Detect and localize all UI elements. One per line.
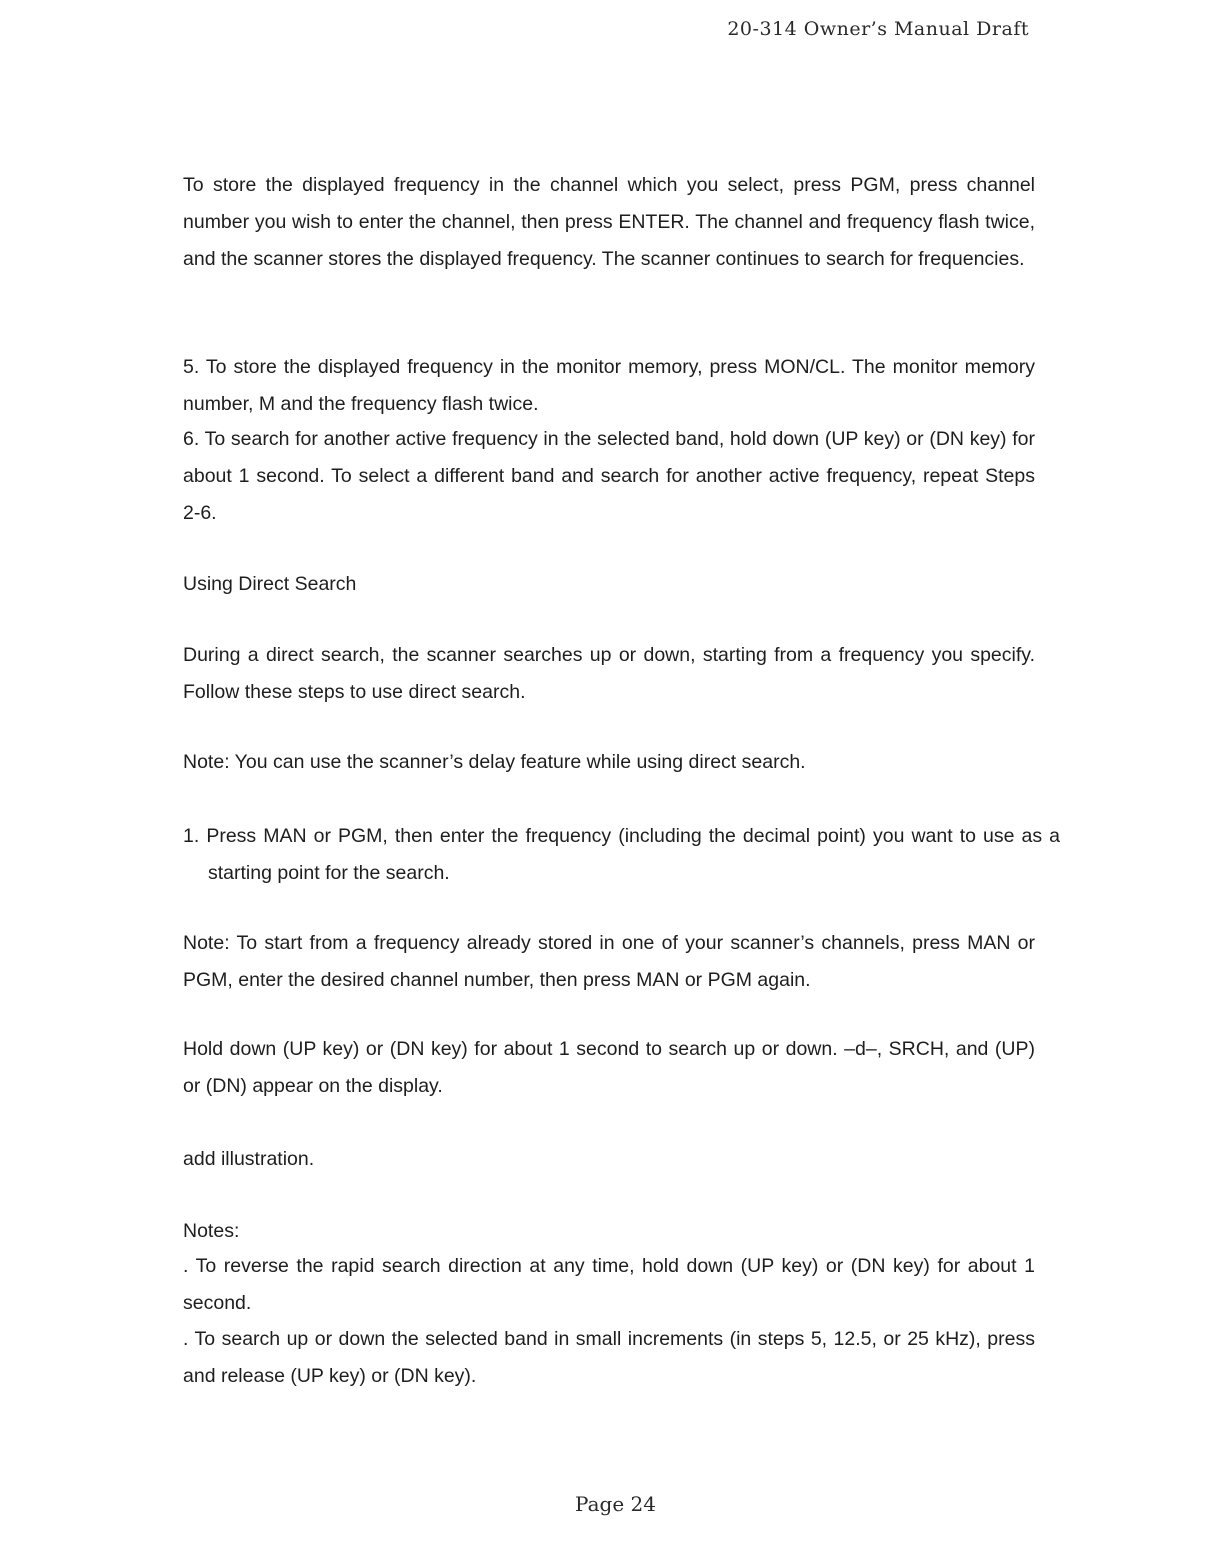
paragraph-store-channel: To store the displayed frequency in the channel which you select, press PGM, press channel number you wish to enter the channel, then press ENTER. The channel and frequency flash twice, and the scanner stores the displayed frequency. The scanner continues to search for frequencies. bbox=[183, 174, 1035, 270]
page-header: 20-314 Owner’s Manual Draft bbox=[727, 18, 1029, 40]
notes-item-reverse: . To reverse the rapid search direction at any time, hold down (UP key) or (DN key) for about 1 second. bbox=[183, 1255, 1035, 1314]
notes-item-increments: . To search up or down the selected band in small increments (in steps 5, 12.5, or 25 kHz), press and release (UP key) or (DN key). bbox=[183, 1328, 1035, 1387]
step-1: 1. Press MAN or PGM, then enter the frequency (including the decimal point) you want to use as a starting point for the search. bbox=[183, 825, 1060, 884]
notes-label: Notes: bbox=[183, 1220, 240, 1242]
paragraph-hold-down: Hold down (UP key) or (DN key) for about 1 second to search up or down. –d–, SRCH, and (UP) or (DN) appear on the display. bbox=[183, 1038, 1035, 1097]
page-number: Page 24 bbox=[575, 1492, 656, 1516]
paragraph-direct-search-intro: During a direct search, the scanner searches up or down, starting from a frequency you specify. Follow these steps to use direct search. bbox=[183, 644, 1035, 703]
illustration-placeholder: add illustration. bbox=[183, 1148, 315, 1170]
note-delay-feature: Note: You can use the scanner’s delay feature while using direct search. bbox=[183, 751, 806, 773]
note-stored-channel: Note: To start from a frequency already stored in one of your scanner’s channels, press MAN or PGM, enter the desired channel number, then press MAN or PGM again. bbox=[183, 932, 1035, 991]
section-heading: Using Direct Search bbox=[183, 573, 357, 595]
paragraph-step-6: 6. To search for another active frequency in the selected band, hold down (UP key) or (DN key) for about 1 second. To select a different band and search for another active frequency, repeat Steps 2-6. bbox=[183, 428, 1035, 524]
paragraph-step-5: 5. To store the displayed frequency in the monitor memory, press MON/CL. The monitor memory number, M and the frequency flash twice. bbox=[183, 356, 1035, 415]
